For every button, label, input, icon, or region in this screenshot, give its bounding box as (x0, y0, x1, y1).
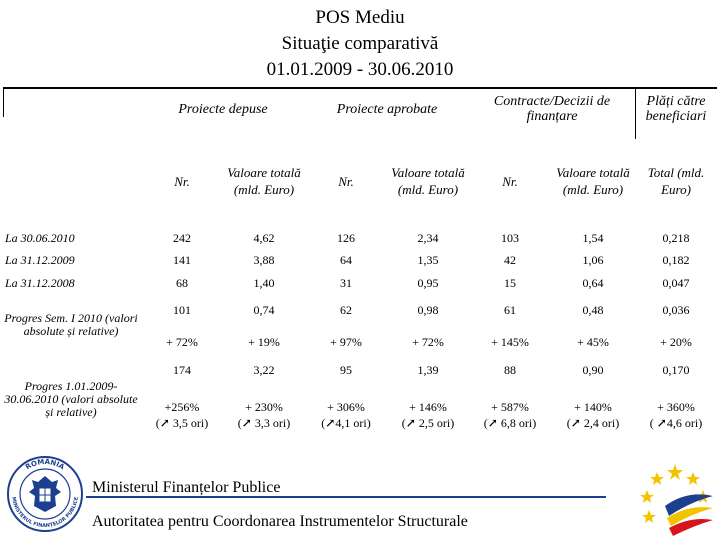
table-cell: 103 (501, 230, 519, 245)
page-title: POS Mediu (315, 7, 405, 28)
table-cell: 2,34 (417, 230, 439, 245)
romania-coat-of-arms-seal-icon (6, 452, 84, 532)
table-cell: + 145% (491, 334, 529, 349)
up-right-arrow-icon: ↗ (570, 415, 581, 430)
subheader-total-plati: Total (mld. Euro) (647, 165, 705, 197)
row-label-progress-total: Progres 1.01.2009- 30.06.2010 (valori absolute și relative) (4, 378, 138, 419)
table-cell: + 146% (409, 399, 447, 414)
header-proiecte-depuse: Proiecte depuse (178, 101, 268, 117)
footer (0, 440, 720, 540)
table-cell: 141 (173, 252, 191, 267)
table-cell: 1,54 (582, 230, 604, 245)
eu-structural-instruments-logo-icon (635, 460, 715, 538)
row-label: La 30.06.2010 (5, 230, 75, 245)
subheader-valoare-aprobate: Valoare totală (mld. Euro) (391, 165, 465, 197)
table-cell: ( ↗ 4,1 ori) (321, 415, 371, 430)
table-cell: 0,64 (582, 275, 604, 290)
header-contracte: Contracte/Decizii de finanțare (493, 94, 611, 124)
table-cell: 0,90 (582, 362, 604, 377)
ministry-name: Ministerul Finanțelor Publice (92, 479, 281, 496)
table-cell: 126 (337, 230, 355, 245)
table-cell: + 20% (660, 334, 692, 349)
table-cell: + 230% (245, 399, 283, 414)
table-cell: 64 (340, 252, 352, 267)
table-cell: +256% (164, 399, 200, 414)
up-right-arrow-icon: ↗ (487, 415, 498, 430)
footer-divider (86, 496, 606, 498)
table-cell: + 97% (330, 334, 362, 349)
table-cell: 242 (173, 230, 191, 245)
table-cell: 88 (504, 362, 516, 377)
table-border-left (3, 89, 4, 117)
table-cell: + 587% (491, 399, 529, 414)
comparison-table (3, 87, 717, 441)
row-label-progress-sem: Progres Sem. I 2010 (valori absolute și relative) (4, 311, 138, 338)
table-cell: ( ↗ 2,4 ori) (566, 415, 620, 430)
table-cell: + 140% (574, 399, 612, 414)
table-cell: 0,182 (662, 252, 690, 267)
table-cell: 0,95 (417, 275, 439, 290)
table-cell: 3,88 (253, 252, 275, 267)
up-right-arrow-icon: ↗ (405, 415, 416, 430)
header-plati: Plăți către beneficiari (645, 94, 707, 124)
up-right-arrow-icon: ↗ (325, 415, 336, 430)
table-cell: ( ↗ 3,3 ori) (237, 415, 291, 430)
table-cell: 31 (340, 275, 352, 290)
table-cell: + 360% (657, 399, 695, 414)
table-cell: 4,62 (253, 230, 275, 245)
table-cell: 15 (504, 275, 516, 290)
table-cell: 1,06 (582, 252, 604, 267)
table-cell: 61 (504, 302, 516, 317)
table-cell: 1,40 (253, 275, 275, 290)
subheader-valoare-contracte: Valoare totală (mld. Euro) (556, 165, 630, 197)
page-subtitle: Situaţie comparativă (281, 33, 439, 54)
table-cell: 0,047 (662, 275, 690, 290)
header-proiecte-aprobate: Proiecte aprobate (336, 101, 438, 117)
table-cell: 0,98 (417, 302, 439, 317)
table-cell: + 72% (166, 334, 198, 349)
table-cell: 95 (340, 362, 352, 377)
table-cell: + 19% (248, 334, 280, 349)
table-cell: ( ↗ 2,5 ori) (401, 415, 455, 430)
table-cell: ( ↗ 6,8 ori) (483, 415, 537, 430)
page-period: 01.01.2009 - 30.06.2010 (266, 59, 454, 80)
subheader-nr-depuse: Nr. (174, 173, 190, 189)
agency-name: Autoritatea pentru Coordonarea Instrumentelor Structurale (92, 513, 468, 530)
svg-text:ROMÂNIA: ROMÂNIA (24, 457, 66, 472)
table-cell: 0,48 (582, 302, 604, 317)
table-cell: 174 (173, 362, 191, 377)
table-cell: + 72% (412, 334, 444, 349)
table-cell: 42 (504, 252, 516, 267)
subheader-nr-contracte: Nr. (502, 173, 518, 189)
table-cell: 1,35 (417, 252, 439, 267)
table-cell: 0,74 (253, 302, 275, 317)
up-right-arrow-icon: ↗ (159, 415, 170, 430)
table-cell: + 45% (577, 334, 609, 349)
table-cell: 101 (173, 302, 191, 317)
table-cell: ( ↗ 3,5 ori) (155, 415, 209, 430)
table-cell: 62 (340, 302, 352, 317)
row-label: La 31.12.2009 (5, 252, 75, 267)
table-cell: ( ↗ 4,6 ori) (649, 415, 703, 430)
svg-text:MINISTERUL FINANȚELOR PUBLICE: MINISTERUL FINANȚELOR PUBLICE (10, 496, 80, 530)
table-cell: 68 (176, 275, 188, 290)
subheader-valoare-depuse: Valoare totală (mld. Euro) (227, 165, 301, 197)
table-cell: 3,22 (253, 362, 275, 377)
up-right-arrow-icon: ↗ (656, 415, 667, 430)
table-cell: 0,170 (662, 362, 690, 377)
up-right-arrow-icon: ↗ (241, 415, 252, 430)
row-label: La 31.12.2008 (5, 275, 75, 290)
table-cell: + 306% (327, 399, 365, 414)
table-cell: 1,39 (417, 362, 439, 377)
table-cell: 0,218 (662, 230, 690, 245)
table-cell: 0,036 (662, 302, 690, 317)
subheader-nr-aprobate: Nr. (338, 173, 354, 189)
